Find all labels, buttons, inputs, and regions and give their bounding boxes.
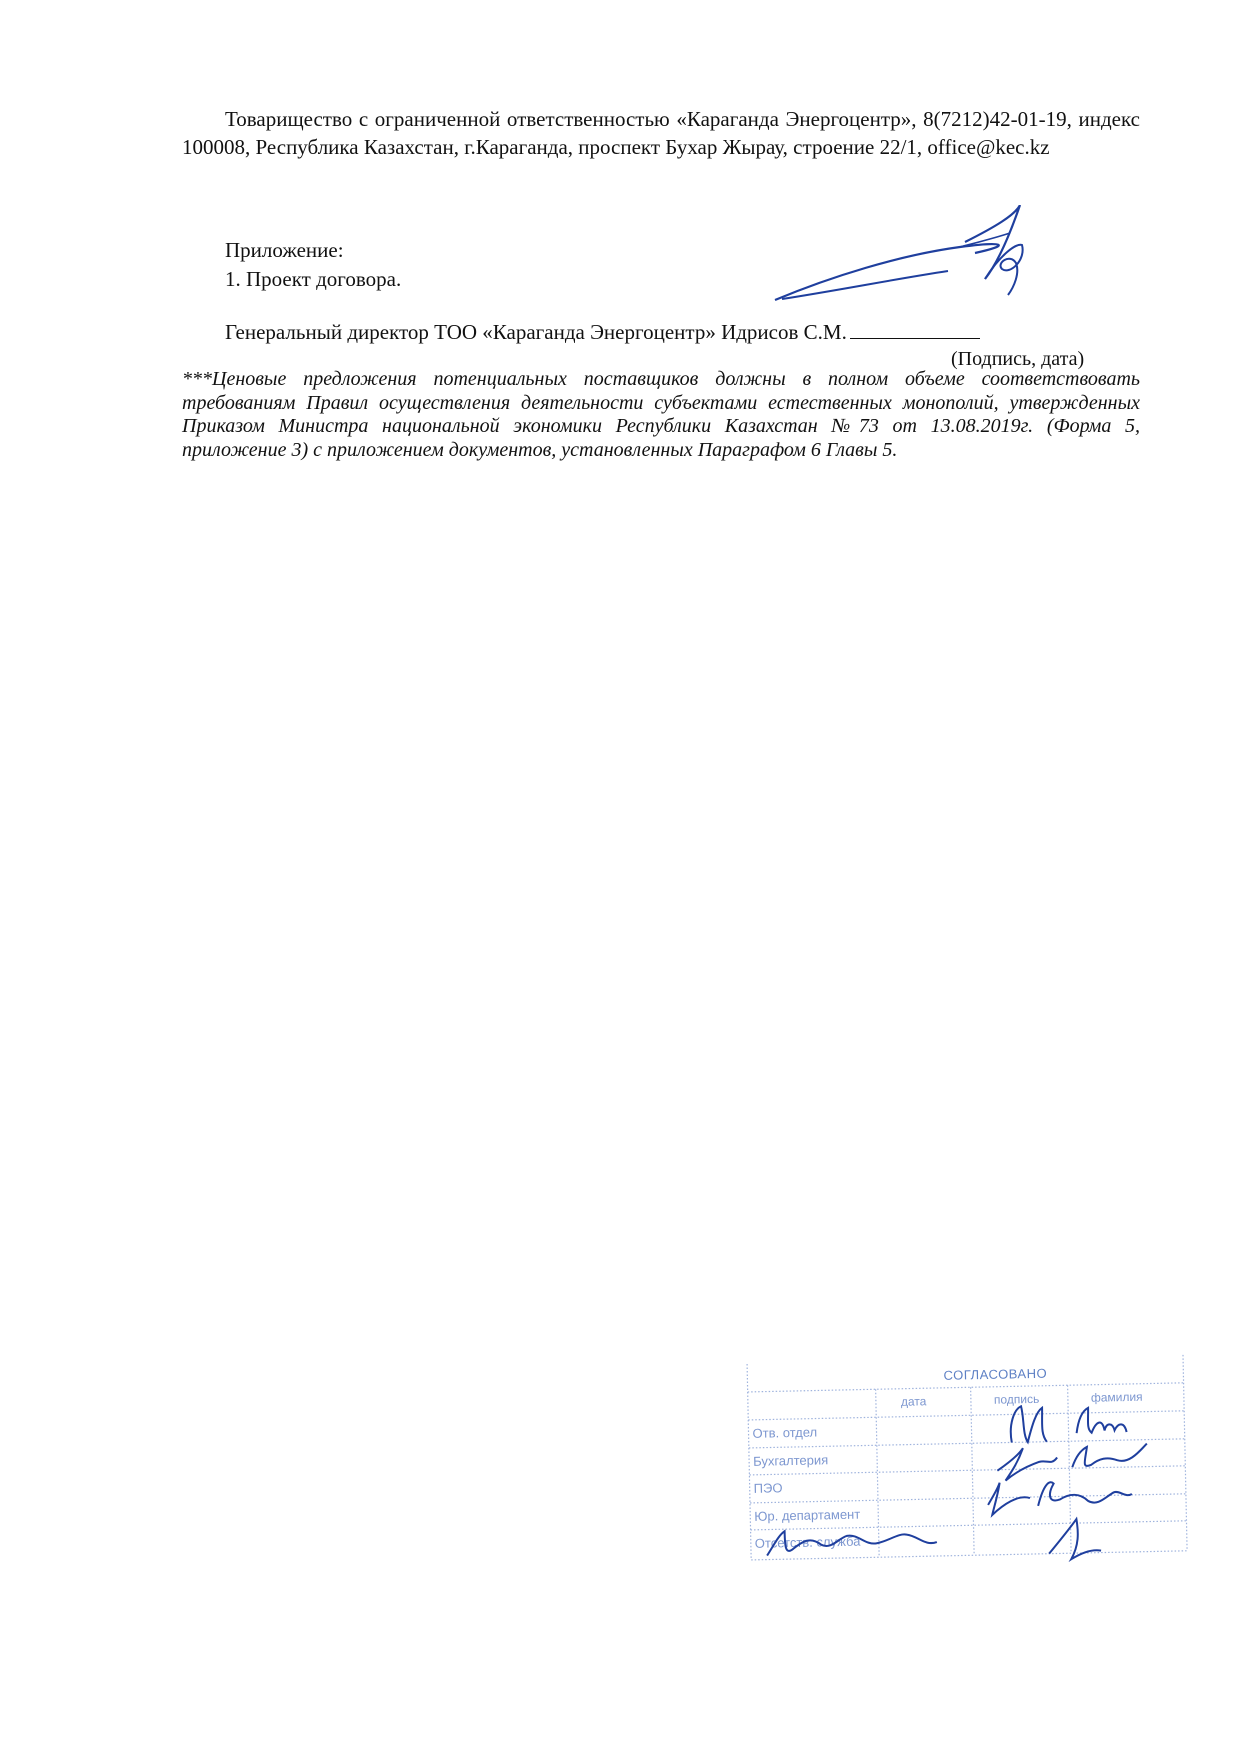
director-name: Генеральный директор ТОО «Караганда Энергоцентр» Идрисов С.М. <box>225 320 847 344</box>
annex-item: 1. Проект договора. <box>225 267 402 291</box>
stamp-column-signature: подпись <box>993 1391 1040 1407</box>
stamp-title: СОГЛАСОВАНО <box>943 1365 1048 1383</box>
stamp-row-accounting: Бухгалтерия <box>752 1452 829 1469</box>
stamp-row-peo: ПЭО <box>753 1480 783 1496</box>
company-details-paragraph: Товарищество с ограниченной ответственностью «Караганда Энергоцентр», 8(7212)42-01-19, индекс 100008, Республика Казахстан, г.Караганда, проспект Бухар Жырау, строение 22/1, office@kec.kz <box>182 107 1140 159</box>
annex-block <box>225 236 401 294</box>
signature-caption: (Подпись, дата) <box>951 348 1085 370</box>
stamp-row-legal: Юр. департамент <box>754 1506 861 1524</box>
annex-title: Приложение: <box>225 238 344 262</box>
director-handwritten-signature <box>770 205 1120 325</box>
stamp-column-date: дата <box>900 1394 927 1409</box>
footnote-paragraph: ***Ценовые предложения потенциальных поставщиков должны в полном объеме соответствовать требованиям Правил осуществления деятельности субъектами естественных монополий, утвержденных Приказом Министра национальной экономики Республики Казахстан №73 от 13.08.2019г. (Форма 5, приложение 3) с приложением документов, установленных Параграфом 6 Главы 5. <box>182 368 1140 461</box>
stamp-row-responsible-service: Отсетств. служба <box>754 1533 861 1551</box>
stamp-row-department: Отв. отдел <box>752 1424 818 1441</box>
approval-stamp <box>745 1351 1189 1575</box>
stamp-column-surname: фамилия <box>1090 1389 1143 1405</box>
stamp-handwritten-signatures <box>745 1351 1189 1575</box>
